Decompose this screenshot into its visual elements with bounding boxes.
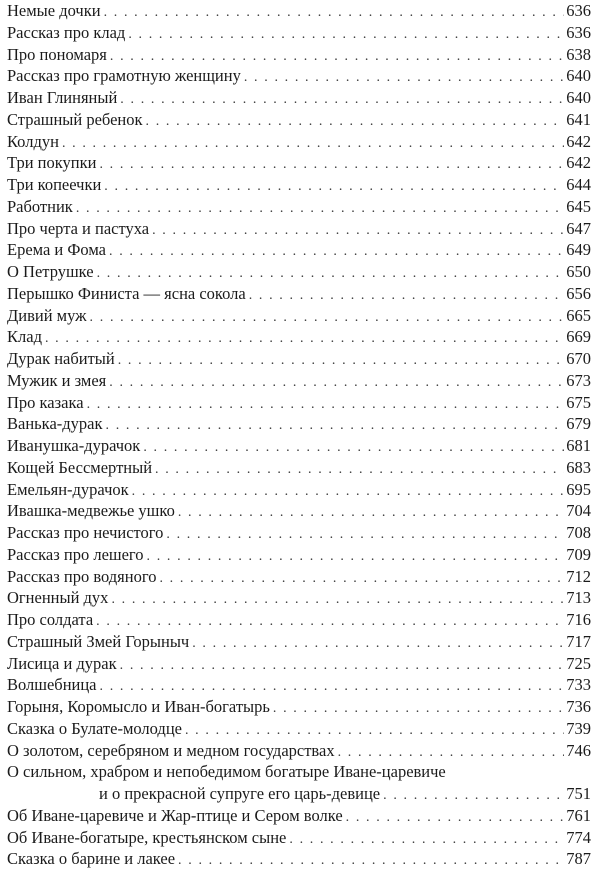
toc-entry-page-number: 669 xyxy=(566,327,591,347)
toc-entry-page-number: 640 xyxy=(566,88,591,107)
dot-leader xyxy=(289,829,564,851)
toc-entry xyxy=(7,87,591,109)
toc-entry xyxy=(7,805,591,827)
toc-entry xyxy=(7,740,591,762)
toc-entry xyxy=(7,566,591,588)
dot-leader xyxy=(104,176,564,198)
toc-entry xyxy=(7,22,591,44)
toc-entry xyxy=(7,283,591,305)
dot-leader xyxy=(109,241,564,263)
toc-entry xyxy=(7,326,591,348)
dot-leader xyxy=(106,415,565,437)
toc-entry xyxy=(7,109,591,131)
toc-entry-title: Кощей Бессмертный xyxy=(7,457,153,477)
toc-entry-title: Про пономаря xyxy=(7,44,107,64)
dot-leader xyxy=(132,481,565,503)
toc-entry-page-number: 683 xyxy=(566,457,591,477)
toc-entry-page-number: 774 xyxy=(566,827,591,847)
dot-leader xyxy=(96,611,564,633)
toc-entry-title: Немые дочки xyxy=(7,1,101,20)
dot-leader xyxy=(90,307,565,329)
toc-entry-title: Три покупки xyxy=(7,153,97,173)
dot-leader xyxy=(249,285,565,307)
toc-entry-title: Ивашка-медвежье ушко xyxy=(7,501,175,521)
dot-leader xyxy=(338,742,565,764)
dot-leader xyxy=(76,198,564,220)
toc-entry-title: Дивий муж xyxy=(7,305,87,325)
dot-leader xyxy=(100,676,565,698)
dot-leader xyxy=(143,437,564,459)
toc-entry-page-number: 650 xyxy=(566,262,591,281)
toc-entry xyxy=(7,544,591,566)
toc-entry-title: Рассказ про клад xyxy=(7,22,126,42)
toc-entry xyxy=(7,65,591,87)
toc-entry-page-number: 670 xyxy=(566,349,591,368)
toc-entry-title: Емельян-дурачок xyxy=(7,479,129,499)
toc-entry-continuation xyxy=(7,783,591,805)
toc-entry-title: Рассказ про водяного xyxy=(7,566,157,586)
toc-entry-page-number: 641 xyxy=(566,109,591,129)
toc-entry-title: О сильном, храбром и непобедимом богатыре Иване-царевиче xyxy=(7,762,446,782)
dot-leader xyxy=(146,111,565,133)
toc-entry-page-number: 746 xyxy=(566,740,591,760)
toc-entry-title: Сказка о Булате-молодце xyxy=(7,718,182,738)
dot-leader xyxy=(120,89,564,111)
toc-entry-title: Про казака xyxy=(7,392,84,412)
toc-entry-title: Дурак набитый xyxy=(7,349,115,368)
toc-entry-title: О золотом, серебряном и медном государствах xyxy=(7,740,335,760)
toc-entry-title: Три копеечки xyxy=(7,175,102,194)
dot-leader xyxy=(152,220,564,242)
toc-entry-page-number: 675 xyxy=(566,392,591,412)
dot-leader xyxy=(185,720,564,742)
dot-leader xyxy=(178,502,564,524)
toc-entry-page-number: 733 xyxy=(566,675,591,695)
toc-entry-title-continuation: и о прекрасной супруге его царь-девице xyxy=(99,784,381,803)
toc-entry-title: Ерема и Фома xyxy=(7,240,107,260)
dot-leader xyxy=(62,133,564,155)
toc-entry-title: Про черта и пастуха xyxy=(7,218,150,238)
toc-entry-title: Рассказ про нечистого xyxy=(7,523,164,542)
toc-entry-page-number: 649 xyxy=(566,240,591,260)
toc-entry xyxy=(7,457,591,479)
toc-entry-page-number: 679 xyxy=(566,414,591,434)
toc-entry-page-number: 644 xyxy=(566,175,591,194)
dot-leader xyxy=(155,459,564,481)
toc-entry xyxy=(7,196,591,218)
toc-entry xyxy=(7,392,591,414)
toc-entry-page-number: 787 xyxy=(566,849,591,869)
toc-entry xyxy=(7,44,591,66)
toc-entry-page-number: 709 xyxy=(566,544,591,564)
toc-entry-page-number: 751 xyxy=(566,784,591,803)
dot-leader xyxy=(244,67,564,89)
dot-leader xyxy=(147,546,565,568)
toc-entry xyxy=(7,239,591,261)
toc-entry xyxy=(7,761,591,783)
toc-entry-page-number: 736 xyxy=(566,697,591,716)
toc-entry-page-number: 716 xyxy=(566,610,591,629)
dot-leader xyxy=(346,807,565,829)
toc-entry-page-number: 656 xyxy=(566,283,591,303)
toc-entry-page-number: 642 xyxy=(566,131,591,151)
toc-entry-title: Про солдата xyxy=(7,610,94,629)
dot-leader xyxy=(45,328,564,350)
dot-leader xyxy=(273,698,564,720)
toc-entry xyxy=(7,413,591,435)
dot-leader xyxy=(383,785,564,807)
toc-entry-page-number: 636 xyxy=(566,1,591,20)
toc-entry xyxy=(7,827,591,849)
toc-entry xyxy=(7,674,591,696)
toc-entry xyxy=(7,522,591,544)
dot-leader xyxy=(99,154,564,176)
toc-entry xyxy=(7,0,591,22)
toc-entry-title: Страшный Змей Горыныч xyxy=(7,631,190,651)
dot-leader xyxy=(87,394,565,416)
toc-entry xyxy=(7,348,591,370)
dot-leader xyxy=(109,372,564,394)
dot-leader xyxy=(104,2,565,24)
toc-entry-page-number: 695 xyxy=(566,479,591,499)
toc-entry-title: Рассказ про лешего xyxy=(7,544,144,564)
toc-entry-title: Мужик и змея xyxy=(7,370,107,390)
toc-entry-title: О Петрушке xyxy=(7,262,94,281)
toc-entry-title: Волшебница xyxy=(7,675,97,695)
dot-leader xyxy=(178,850,564,872)
toc-entry-title: Перышко Финиста — ясна сокола xyxy=(7,283,246,303)
toc-entry xyxy=(7,500,591,522)
toc-entry-title: Колдун xyxy=(7,131,59,151)
toc-entry xyxy=(7,131,591,153)
toc-entry-title: Об Иване-богатыре, крестьянском сыне xyxy=(7,827,287,847)
toc-entry-title: Рассказ про грамотную женщину xyxy=(7,66,241,86)
dot-leader xyxy=(166,524,564,546)
toc-entry-page-number: 713 xyxy=(566,588,591,608)
toc-entry-page-number: 704 xyxy=(566,501,591,521)
toc-entry xyxy=(7,848,591,870)
toc-entry-title: Лисица и дурак xyxy=(7,653,117,673)
toc-entry xyxy=(7,152,591,174)
dot-leader xyxy=(111,589,564,611)
toc-entry-page-number: 761 xyxy=(566,805,591,825)
toc-entry xyxy=(7,631,591,653)
toc-entry-page-number: 645 xyxy=(566,196,591,216)
toc-entry-page-number: 636 xyxy=(566,22,591,42)
toc-entry-title: Иван Глиняный xyxy=(7,88,118,107)
toc-entry-page-number: 708 xyxy=(566,523,591,542)
toc-entry-page-number: 717 xyxy=(566,631,591,651)
toc-entry-title: Страшный ребенок xyxy=(7,109,143,129)
dot-leader xyxy=(159,568,564,590)
toc-entry-page-number: 673 xyxy=(566,370,591,390)
toc-entry-title: Огненный дух xyxy=(7,588,109,608)
toc-entry-page-number: 712 xyxy=(566,566,591,586)
toc-entry-title: Клад xyxy=(7,327,42,347)
toc-entry-title: Горыня, Коромысло и Иван-богатырь xyxy=(7,697,270,716)
toc-entry xyxy=(7,435,591,457)
toc-entry-title: Иванушка-дурачок xyxy=(7,436,141,455)
toc-entry-page-number: 739 xyxy=(566,718,591,738)
toc-entry-title: Сказка о барине и лакее xyxy=(7,849,176,869)
toc-entry xyxy=(7,696,591,718)
dot-leader xyxy=(110,46,564,68)
toc-entry-page-number: 640 xyxy=(566,66,591,86)
dot-leader xyxy=(192,633,564,655)
dot-leader xyxy=(120,655,565,677)
table-of-contents xyxy=(7,0,591,870)
toc-entry xyxy=(7,718,591,740)
toc-entry xyxy=(7,218,591,240)
toc-entry xyxy=(7,587,591,609)
toc-entry-title: Работник xyxy=(7,196,73,216)
toc-entry xyxy=(7,370,591,392)
toc-entry-page-number: 665 xyxy=(566,305,591,325)
toc-entry-page-number: 681 xyxy=(566,436,591,455)
dot-leader xyxy=(97,263,565,285)
toc-entry xyxy=(7,305,591,327)
toc-entry-page-number: 638 xyxy=(566,44,591,64)
toc-entry xyxy=(7,653,591,675)
toc-entry-title: Ванька-дурак xyxy=(7,414,103,434)
toc-entry-page-number: 725 xyxy=(566,653,591,673)
dot-leader xyxy=(128,24,564,46)
toc-entry xyxy=(7,479,591,501)
toc-entry-page-number: 642 xyxy=(566,153,591,173)
toc-entry-title: Об Иване-царевиче и Жар-птице и Сером волке xyxy=(7,805,343,825)
toc-entry-page-number: 647 xyxy=(566,218,591,238)
toc-entry xyxy=(7,174,591,196)
toc-entry xyxy=(7,261,591,283)
toc-entry xyxy=(7,609,591,631)
dot-leader xyxy=(118,350,565,372)
